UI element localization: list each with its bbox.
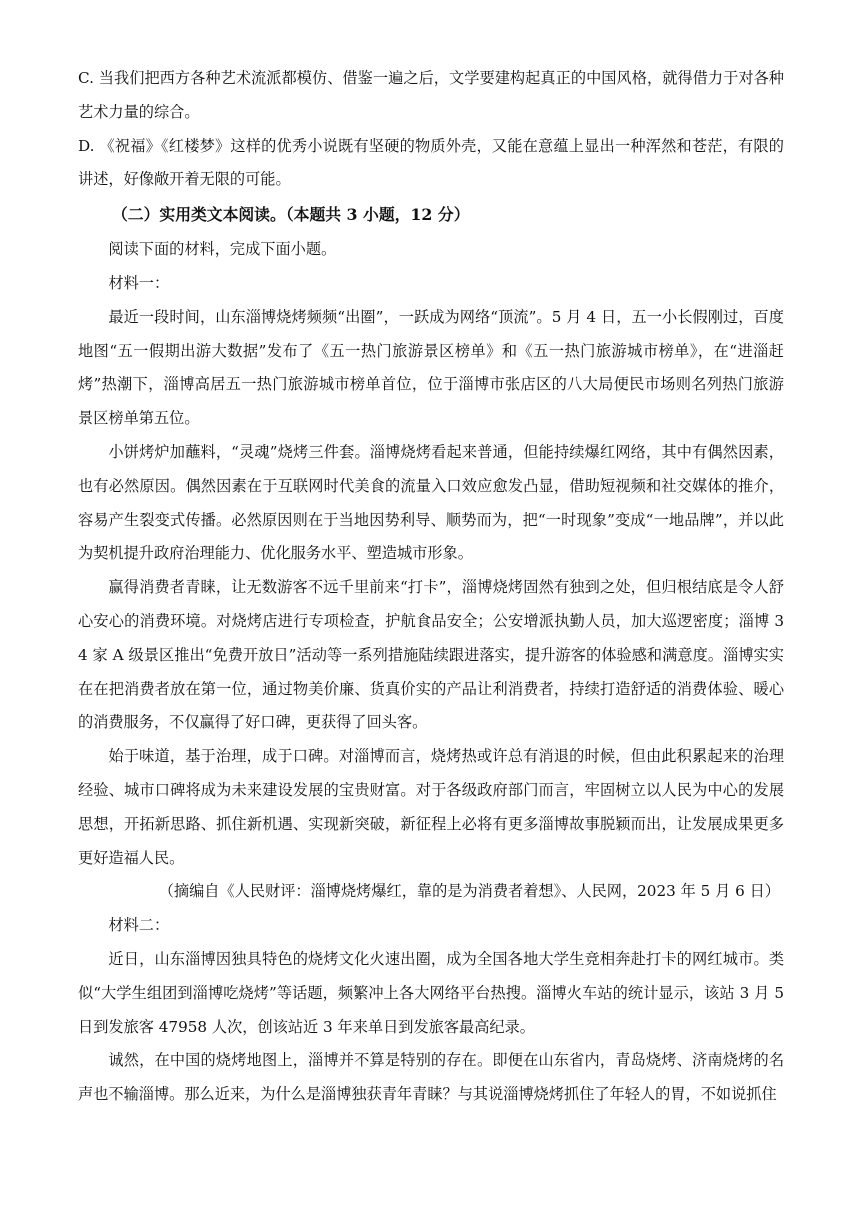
material-1-source: （摘编自《人民财评：淄博烧烤爆红，靠的是为消费者着想》、人民网，2023 年 5 月 6 日） <box>158 882 780 901</box>
material-2-label: 材料二： <box>108 916 170 935</box>
option-d: D. 《祝福》《红楼梦》这样的优秀小说既有坚硬的物质外壳，又能在意蕴上显出一种浑然和苍茫，有限的讲述，好像敞开着无限的可能。 <box>78 136 784 189</box>
material-1-label: 材料一： <box>108 273 170 292</box>
material-1-paragraph: 始于味道，基于治理，成于口碑。对淄博而言，烧烤热或许总有消退的时候，但由此积累起来的治理经验、城市口碑将成为未来建设发展的宝贵财富。对于各级政府部门而言，牢固树立以人民为中心的发展思想，开拓新思路、抓住新机遇、实现新突破，新征程上必将有更多淄博故事脱颖而出，让发展成果更多更好造福人民。 <box>78 747 784 867</box>
option-c: C. 当我们把西方各种艺术流派都模仿、借鉴一遍之后，文学要建构起真正的中国风格，就得借力于对各种艺术力量的综合。 <box>78 69 784 121</box>
material-1-paragraph: 赢得消费者青睐，让无数游客不远千里前来“打卡”，淄博烧烤固然有独到之处，但归根结底是令人舒心安心的消费环境。对烧烤店进行专项检查，护航食品安全；公安增派执勤人员，加大巡逻密度；淄博 34 家 A 级景区推出“免费开放日”活动等一系列措施陆续跟进落实，提升游客的体验感和满意度。淄博实实在在把消费者放在第一位，通过物美价廉、货真价实的产品让利消费者，持续打造舒适的消费体验、暖心的消费服务，不仅赢得了好口碑，更获得了回头客。 <box>78 578 784 732</box>
instruction-text: 阅读下面的材料，完成下面小题。 <box>108 240 337 259</box>
material-2-paragraph: 近日，山东淄博因独具特色的烧烤文化火速出圈，成为全国各地大学生竞相奔赴打卡的网红城市。类似“大学生组团到淄博吃烧烤”等话题，频繁冲上各大网络平台热搜。淄博火车站的统计显示，该站 3 月 5 日到发旅客 47958 人次，创该站近 3 年来单日到发旅客最高纪录。 <box>78 949 784 1036</box>
material-1-paragraph: 最近一段时间，山东淄博烧烤频频“出圈”，一跃成为网络“顶流”。5 月 4 日，五一小长假刚过，百度地图“五一假期出游大数据”发布了《五一热门旅游景区榜单》和《五一热门旅游城市榜单》，在“进淄赶烤”热潮下，淄博高居五一热门旅游城市榜单首位，位于淄博市张店区的八大局便民市场则名列热门旅游景区榜单第五位。 <box>78 307 784 428</box>
material-1-paragraph: 小饼烤炉加蘸料，“灵魂”烧烤三件套。淄博烧烤看起来普通，但能持续爆红网络，其中有偶然因素，也有必然原因。偶然因素在于互联网时代美食的流量入口效应愈发凸显，借助短视频和社交媒体的推介，容易产生裂变式传播。必然原因则在于当地因势利导、顺势而为，把“一时现象”变成“一地品牌”，并以此为契机提升政府治理能力、优化服务水平、塑造城市形象。 <box>78 442 784 563</box>
section-heading: （二）实用类文本阅读。（本题共 3 小题，12 分） <box>112 205 470 225</box>
document-page <box>78 62 784 1112</box>
material-2-paragraph: 诚然，在中国的烧烤地图上，淄博并不算是特别的存在。即便在山东省内，青岛烧烤、济南烧烤的名声也不输淄博。那么近来，为什么是淄博独获青年青睐？与其说淄博烧烤抓住了年轻人的胃，不如说抓住 <box>78 1051 784 1104</box>
